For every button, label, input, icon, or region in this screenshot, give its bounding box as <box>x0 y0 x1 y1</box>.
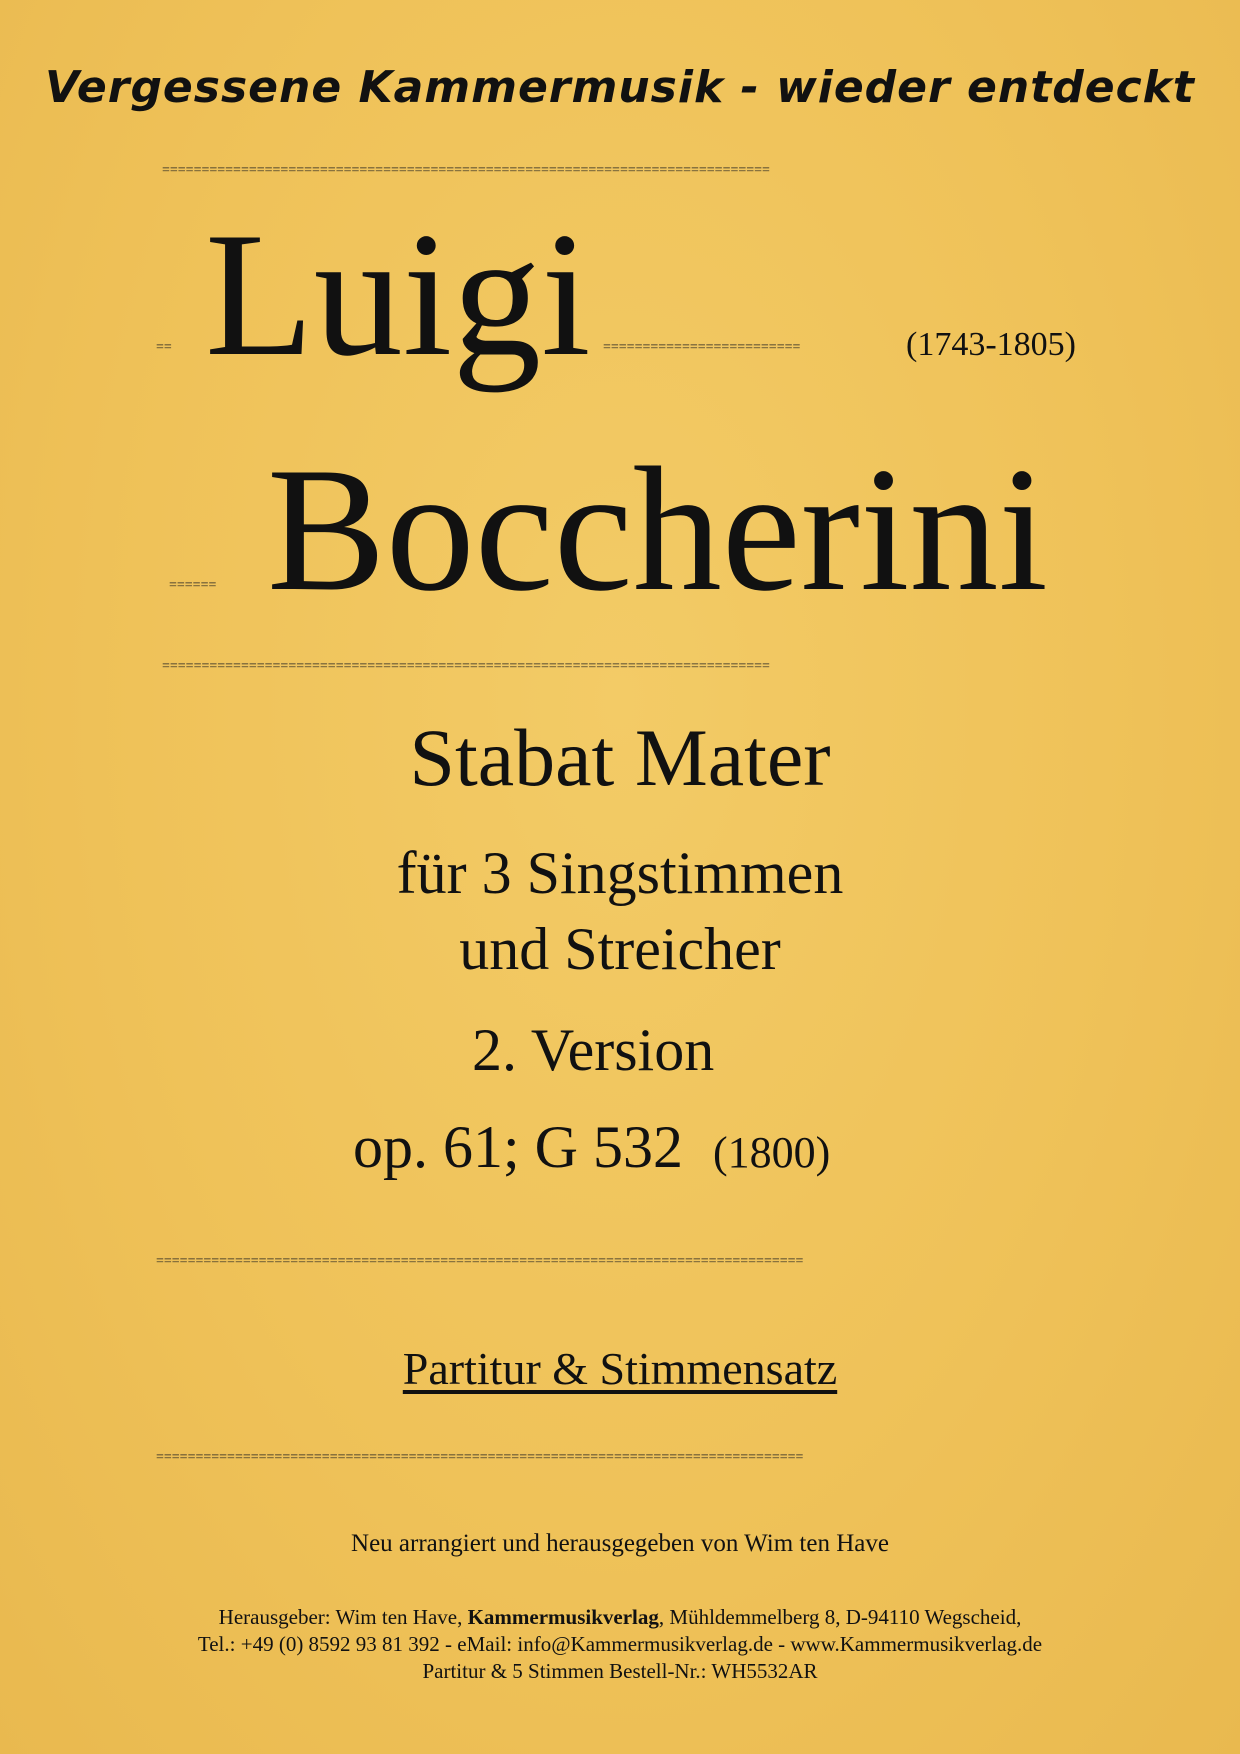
divider-rule-short-left-2: ====== <box>169 578 217 593</box>
divider-rule-top: ============================================================================= <box>162 163 770 178</box>
arranger-credit: Neu arrangiert und herausgegeben von Wim ten Have <box>351 1530 889 1557</box>
series-title: Vergessene Kammermusik - wieder entdeckt <box>45 62 1195 113</box>
version-label: 2. Version <box>472 1017 715 1083</box>
divider-rule-short-left: == <box>156 340 172 355</box>
work-title: Stabat Mater <box>409 712 831 803</box>
divider-rule-upper: ============================================================================= <box>162 659 770 674</box>
divider-rule-mid: ========================= <box>603 340 801 355</box>
publisher-address: , Mühldemmelberg 8, D-94110 Wegscheid, <box>658 1605 1022 1629</box>
publisher-line-1 <box>0 1605 1240 1630</box>
publisher-prefix: Herausgeber: Wim ten Have, <box>218 1605 468 1629</box>
composition-year: (1800) <box>713 1128 831 1177</box>
publisher-name: Kammermusikverlag <box>467 1605 659 1629</box>
divider-rule-bottom: ================================================================================== <box>156 1450 804 1465</box>
scoring-line-2: und Streicher <box>459 916 781 982</box>
scoring-line-1: für 3 Singstimmen <box>396 840 844 906</box>
composer-first-name: Luigi <box>205 195 591 393</box>
composer-dates: (1743-1805) <box>906 326 1076 363</box>
opus-number: op. 61; G 532 <box>353 1114 683 1180</box>
opus-line <box>353 1114 831 1180</box>
divider-rule-lower: ================================================================================== <box>156 1254 804 1269</box>
composer-last-name: Boccherini <box>267 430 1048 628</box>
edition-type: Partitur & Stimmensatz <box>402 1343 838 1394</box>
order-number: Partitur & 5 Stimmen Bestell-Nr.: WH5532AR <box>422 1659 818 1683</box>
publisher-contact: Tel.: +49 (0) 8592 93 81 392 - eMail: info@Kammermusikverlag.de - www.Kammermusikverlag.de <box>197 1632 1043 1656</box>
